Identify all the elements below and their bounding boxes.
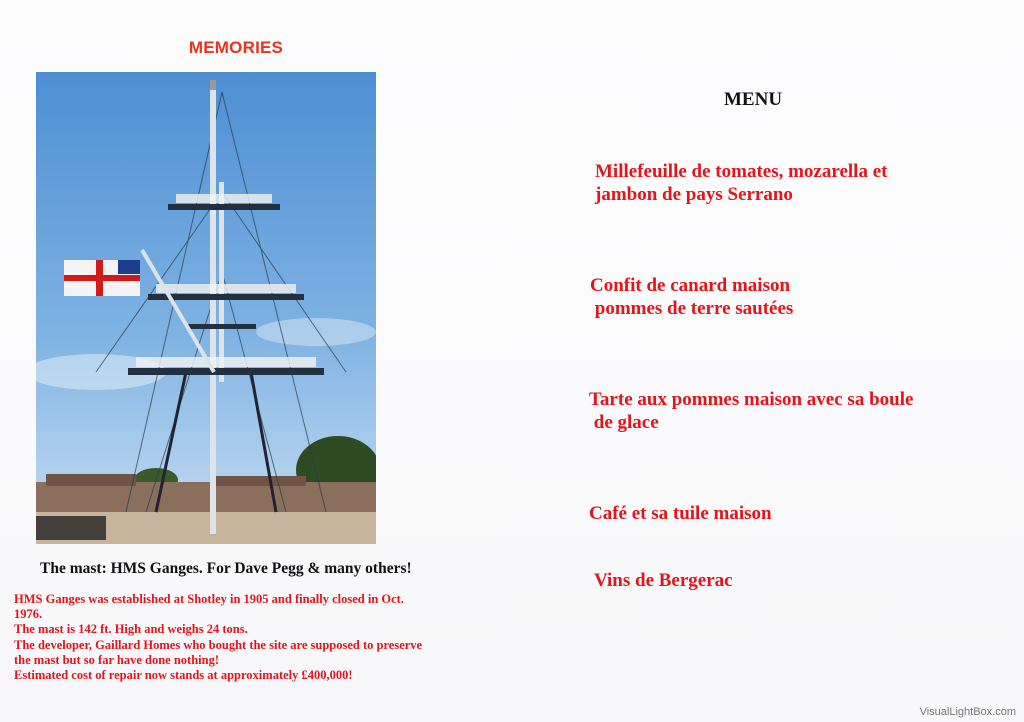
course-line: Millefeuille de tomates, mozarella et [595,161,888,182]
history-line: the mast but so far have done nothing! [14,652,219,667]
course-line: Confit de canard maison [590,275,791,296]
photo-caption: The mast: HMS Ganges. For Dave Pegg & many others! [40,560,412,577]
menu-course-main [590,274,793,320]
course-line: de glace [589,412,659,433]
mast-photo [36,72,376,544]
course-line: Tarte aux pommes maison avec sa boule [589,389,914,410]
history-line: The developer, Gaillard Homes who bought the site are supposed to preserve [14,637,423,652]
history-line: The mast is 142 ft. High and weighs 24 tons. [14,622,248,637]
menu-course-coffee [589,502,772,525]
course-line: Café et sa tuile maison [589,503,772,524]
course-line: pommes de terre sautées [590,298,794,319]
history-line: Estimated cost of repair now stands at approximately £400,000! [14,668,353,683]
menu-course-wine [594,569,733,592]
course-line: Vins de Bergerac [594,570,733,591]
history-line: HMS Ganges was established at Shotley in 1905 and finally closed in Oct. [14,592,404,606]
menu-title: MENU [724,89,783,110]
history-line: 1976. [14,607,43,622]
memories-title: MEMORIES [188,38,284,57]
course-line: jambon de pays Serrano [595,184,793,205]
menu-course-starter [595,160,887,206]
history-text [14,592,504,683]
watermark-text: VisualLightBox.com [919,706,1016,718]
menu-course-dessert [589,388,913,434]
